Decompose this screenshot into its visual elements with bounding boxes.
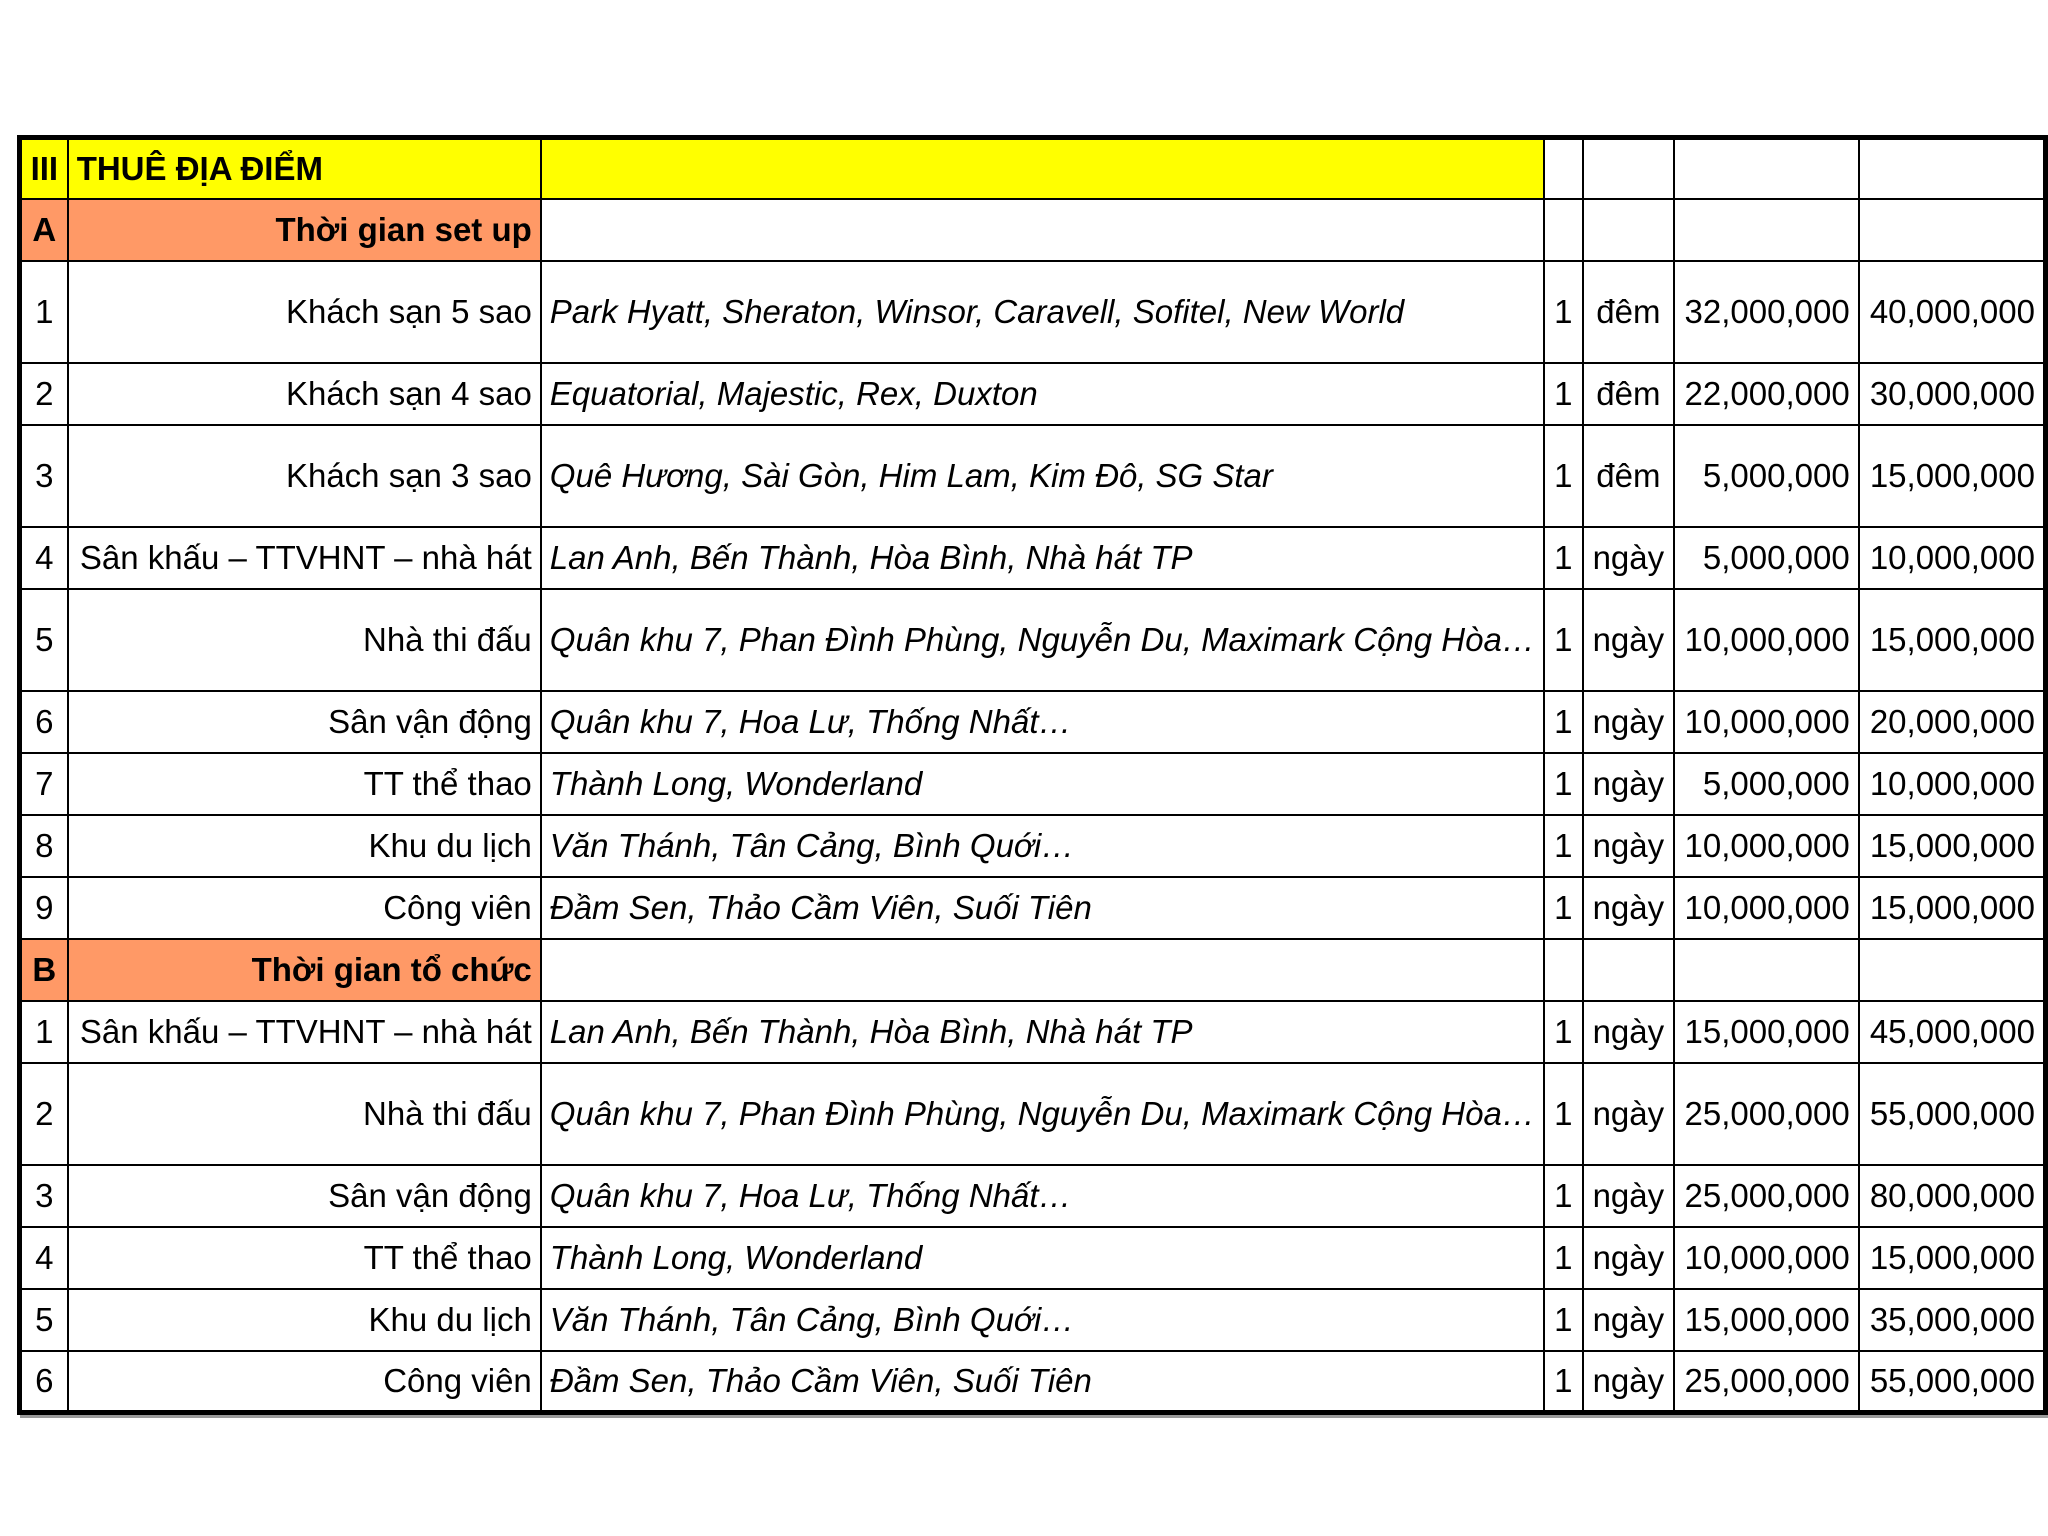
table-row [20,877,2046,939]
row-number: 3 [20,1165,68,1227]
group-header-row-a [20,199,2046,261]
quantity: 1 [1544,527,1583,589]
price-max: 15,000,000 [1859,589,2046,691]
unit: đêm [1583,363,1674,425]
group-code: B [20,939,68,1001]
venue-list: Văn Thánh, Tân Cảng, Bình Quới… [541,1289,1544,1351]
venue-list: Thành Long, Wonderland [541,1227,1544,1289]
quantity: 1 [1544,363,1583,425]
table-row [20,527,2046,589]
row-number: 2 [20,1063,68,1165]
table-row [20,1165,2046,1227]
empty-cell [1674,939,1859,1001]
empty-cell [1859,138,2046,199]
venue-type: TT thể thao [68,1227,541,1289]
row-number: 6 [20,691,68,753]
price-min: 25,000,000 [1674,1351,1859,1413]
price-min: 10,000,000 [1674,877,1859,939]
price-min: 25,000,000 [1674,1063,1859,1165]
price-min: 22,000,000 [1674,363,1859,425]
unit: ngày [1583,1289,1674,1351]
table-row [20,425,2046,527]
row-number: 9 [20,877,68,939]
row-number: 7 [20,753,68,815]
venue-type: Khách sạn 4 sao [68,363,541,425]
row-number: 1 [20,261,68,363]
price-max: 55,000,000 [1859,1063,2046,1165]
price-min: 10,000,000 [1674,691,1859,753]
price-min: 15,000,000 [1674,1001,1859,1063]
price-min: 15,000,000 [1674,1289,1859,1351]
venue-list: Quân khu 7, Phan Đình Phùng, Nguyễn Du, Maximark Cộng Hòa… [541,1063,1544,1165]
price-min: 25,000,000 [1674,1165,1859,1227]
quantity: 1 [1544,815,1583,877]
table-row [20,1001,2046,1063]
unit: ngày [1583,691,1674,753]
quantity: 1 [1544,1227,1583,1289]
venue-list: Lan Anh, Bến Thành, Hòa Bình, Nhà hát TP [541,1001,1544,1063]
table-row [20,1063,2046,1165]
price-max: 55,000,000 [1859,1351,2046,1413]
unit: đêm [1583,261,1674,363]
price-max: 15,000,000 [1859,815,2046,877]
venue-list: Đầm Sen, Thảo Cầm Viên, Suối Tiên [541,1351,1544,1413]
quantity: 1 [1544,589,1583,691]
group-code: A [20,199,68,261]
venue-list: Quê Hương, Sài Gòn, Him Lam, Kim Đô, SG Star [541,425,1544,527]
price-min: 32,000,000 [1674,261,1859,363]
table-row [20,589,2046,691]
table-row [20,1289,2046,1351]
empty-cell [1583,939,1674,1001]
empty-cell [1859,939,2046,1001]
venue-type: Khách sạn 5 sao [68,261,541,363]
price-max: 15,000,000 [1859,877,2046,939]
price-min: 5,000,000 [1674,527,1859,589]
venue-type: Nhà thi đấu [68,589,541,691]
table-row [20,1351,2046,1413]
row-number: 4 [20,527,68,589]
venue-list: Quân khu 7, Phan Đình Phùng, Nguyễn Du, Maximark Cộng Hòa… [541,589,1544,691]
price-max: 15,000,000 [1859,425,2046,527]
group-header-row-b [20,939,2046,1001]
venue-list: Thành Long, Wonderland [541,753,1544,815]
empty-cell [1544,199,1583,261]
venue-type: Sân vận động [68,691,541,753]
empty-cell [1544,939,1583,1001]
quantity: 1 [1544,261,1583,363]
quantity: 1 [1544,877,1583,939]
unit: ngày [1583,527,1674,589]
unit: ngày [1583,1063,1674,1165]
group-title: Thời gian set up [68,199,541,261]
row-number: 5 [20,589,68,691]
unit: ngày [1583,815,1674,877]
venue-type: Khu du lịch [68,1289,541,1351]
quantity: 1 [1544,1289,1583,1351]
venue-type: Khách sạn 3 sao [68,425,541,527]
price-min: 5,000,000 [1674,753,1859,815]
venue-type: Sân khấu – TTVHNT – nhà hát [68,527,541,589]
quantity: 1 [1544,691,1583,753]
venue-list: Quân khu 7, Hoa Lư, Thống Nhất… [541,691,1544,753]
venue-list: Quân khu 7, Hoa Lư, Thống Nhất… [541,1165,1544,1227]
empty-cell [541,199,1544,261]
row-number: 1 [20,1001,68,1063]
empty-cell [1583,199,1674,261]
venue-list: Văn Thánh, Tân Cảng, Bình Quới… [541,815,1544,877]
row-number: 5 [20,1289,68,1351]
venue-type: Sân vận động [68,1165,541,1227]
price-max: 15,000,000 [1859,1227,2046,1289]
section-header-row [20,138,2046,199]
price-min: 10,000,000 [1674,1227,1859,1289]
table-row [20,753,2046,815]
venue-list: Đầm Sen, Thảo Cầm Viên, Suối Tiên [541,877,1544,939]
unit: ngày [1583,877,1674,939]
empty-cell [1859,199,2046,261]
price-min: 5,000,000 [1674,425,1859,527]
quantity: 1 [1544,753,1583,815]
price-max: 30,000,000 [1859,363,2046,425]
price-max: 20,000,000 [1859,691,2046,753]
venue-type: Công viên [68,1351,541,1413]
price-min: 10,000,000 [1674,815,1859,877]
quantity: 1 [1544,1001,1583,1063]
unit: ngày [1583,753,1674,815]
unit: ngày [1583,1001,1674,1063]
row-number: 2 [20,363,68,425]
unit: ngày [1583,589,1674,691]
table-row [20,363,2046,425]
venue-list: Equatorial, Majestic, Rex, Duxton [541,363,1544,425]
price-min: 10,000,000 [1674,589,1859,691]
unit: ngày [1583,1227,1674,1289]
empty-cell [1674,199,1859,261]
quantity: 1 [1544,425,1583,527]
row-number: 4 [20,1227,68,1289]
empty-cell [541,939,1544,1001]
venue-type: TT thể thao [68,753,541,815]
row-number: 3 [20,425,68,527]
quantity: 1 [1544,1063,1583,1165]
venue-type: Công viên [68,877,541,939]
venue-rental-price-table [17,135,2048,1415]
price-max: 10,000,000 [1859,753,2046,815]
table-row [20,815,2046,877]
quantity: 1 [1544,1351,1583,1413]
venue-type: Nhà thi đấu [68,1063,541,1165]
row-number: 6 [20,1351,68,1413]
table-row [20,691,2046,753]
venue-type: Sân khấu – TTVHNT – nhà hát [68,1001,541,1063]
row-number: 8 [20,815,68,877]
quantity: 1 [1544,1165,1583,1227]
price-max: 35,000,000 [1859,1289,2046,1351]
empty-cell [1544,138,1583,199]
section-title: THUÊ ĐỊA ĐIỂM [68,138,541,199]
venue-type: Khu du lịch [68,815,541,877]
price-max: 40,000,000 [1859,261,2046,363]
section-highlight-cell [541,138,1544,199]
venue-list: Lan Anh, Bến Thành, Hòa Bình, Nhà hát TP [541,527,1544,589]
empty-cell [1583,138,1674,199]
unit: ngày [1583,1351,1674,1413]
price-max: 80,000,000 [1859,1165,2046,1227]
empty-cell [1674,138,1859,199]
unit: ngày [1583,1165,1674,1227]
section-code: III [20,138,68,199]
table-row [20,1227,2046,1289]
venue-list: Park Hyatt, Sheraton, Winsor, Caravell, Sofitel, New World [541,261,1544,363]
price-max: 10,000,000 [1859,527,2046,589]
group-title: Thời gian tổ chức [68,939,541,1001]
price-max: 45,000,000 [1859,1001,2046,1063]
table-row [20,261,2046,363]
unit: đêm [1583,425,1674,527]
